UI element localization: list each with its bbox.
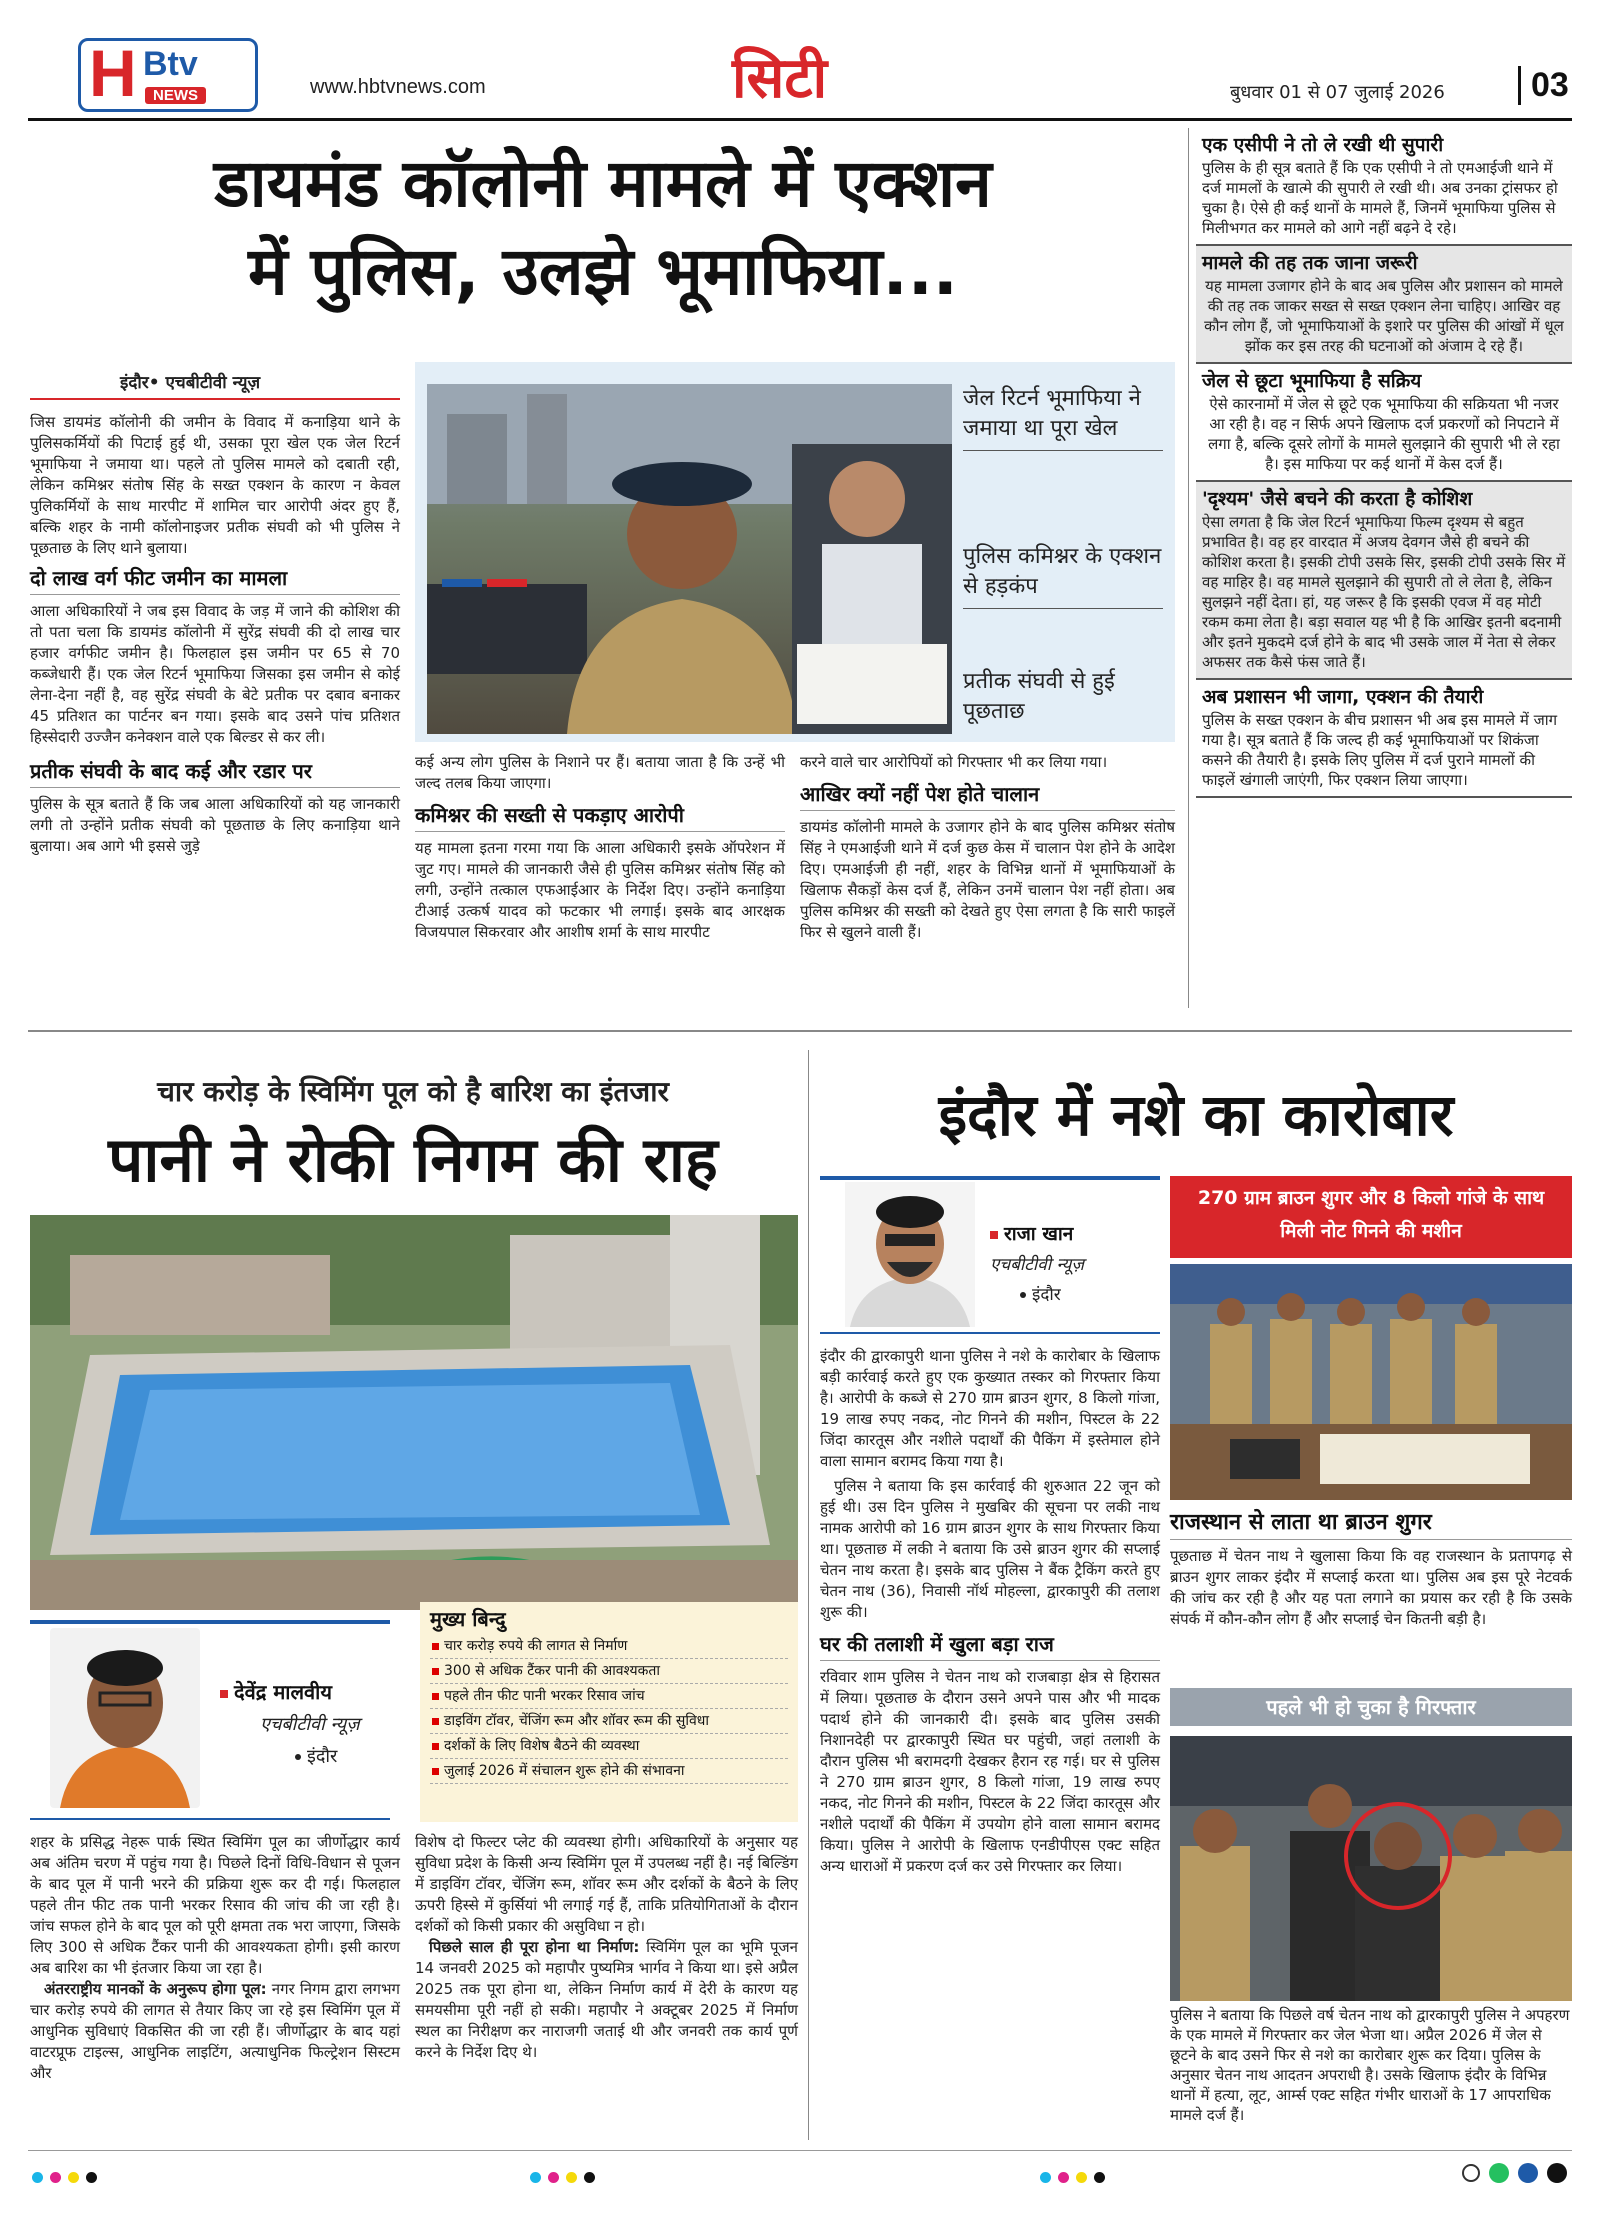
- dot-cyan: [1040, 2172, 1051, 2183]
- pool-byline: [30, 1628, 390, 1813]
- logo-h: H: [89, 36, 137, 110]
- pool-byline-city: [295, 1744, 337, 1768]
- drugs-subhead-1: घर की तलाशी में खुला बड़ा राज: [820, 1631, 1160, 1661]
- sidebar: [1196, 128, 1572, 798]
- pool-point: 300 से अधिक टैंकर पानी की आवश्यकता: [430, 1659, 788, 1684]
- sidebar-text-2: यह मामला उजागर होने के बाद अब पुलिस और प्रशासन को मामले की तह तक जाकर सख्त से सख्त एक्शन लेना चाहिए। आखिर वह कौन लोग हैं, जो भूमाफियाओं के इशारे पर पुलिस की आंखों में धूल झोंक कर इस तरह की घटनाओं को अंजाम दे रहे हैं।: [1204, 277, 1564, 355]
- dot-yellow: [566, 2172, 577, 2183]
- dot-yellow: [68, 2172, 79, 2183]
- sidebar-text-5: पुलिस के सख्त एक्शन के बीच प्रशासन भी अब इस मामले में जाग गया है। सूत्र बताते हैं कि जल्द ही कई भूमाफियाओं पर शिकंजा कसने की तैयारी है। इसके लिए पुलिस में दर्ज पुराने मामलों की फाइलें खंगाली जाएंगी, फिर एक्शन लिया जाएगा।: [1202, 711, 1558, 789]
- fold-rule: [28, 1030, 1572, 1032]
- lead-paragraph-5: यह मामला इतना गरमा गया कि आला अधिकारी इसके ऑपरेशन में जुट गए। मामले की जानकारी जैसे ही पुलिस कमिश्नर संतोष सिंह को लगी, उन्होंने तत्काल एफआईआर के निर्देश दिए। उन्होंने कनाड़िया टीआई उत्कर्ष यादव को फटकार भी लगाई। इसके बाद आरक्षक विजयपाल सिकरवार और आशीष शर्मा के साथ मारपीट: [415, 839, 785, 941]
- sidebar-text-3: ऐसे कारनामों में जेल से छूटे एक भूमाफिया की सक्रियता भी नजर आ रही है। वह न सिर्फ अपने खिलाफ दर्ज प्रकरणों को निपटाने में लगा है, बल्कि दूसरे लोगों के मामले सुलझाने की सुपारी भी ले रहा है। इस माफिया पर कई थानों में केस दर्ज हैं।: [1208, 395, 1560, 473]
- pool-byline-rule: [30, 1620, 390, 1624]
- pool-paragraph-2: [30, 1979, 400, 2084]
- pool-paragraph-4-text: स्विमिंग पूल का भूमि पूजन 14 जनवरी 2025 को महापौर पुष्यमित्र भार्गव ने किया था। इसे अप्रैल 2025 तक पूरा होना था, लेकिन निर्माण कार्य में देरी के कारण यह समयसीमा पूरी नहीं हो सकी। महापौर ने अक्टूबर 2025 में निर्माण स्थल का निरीक्षण कर नाराजगी जताई थी और जनवरी तक कार्य पूर्ण करने के निर्देश दिए थे।: [415, 1938, 798, 2061]
- pool-kicker: चार करोड़ के स्विमिंग पूल को है बारिश का इंतजार: [157, 1075, 669, 1108]
- pool-byline-name: [220, 1678, 332, 1705]
- social-icons: [1462, 2162, 1567, 2183]
- sidebar-block-4: [1196, 482, 1572, 680]
- facebook-icon[interactable]: [1518, 2163, 1538, 2183]
- sidebar-divider: [1188, 128, 1189, 1008]
- prior-arrest-title-bar: [1170, 1688, 1572, 1726]
- police-seizure-photo: [1170, 1264, 1572, 1500]
- swimming-pool-photo: [30, 1215, 798, 1610]
- pull-quote-1: जेल रिटर्न भूमाफिया ने जमाया था पूरा खेल: [963, 384, 1163, 451]
- reporter-photo-raja: [845, 1182, 975, 1327]
- lead-col-2: [415, 752, 785, 943]
- drugs-col-2: [1170, 1510, 1572, 1630]
- drugs-byline-city: [1020, 1282, 1061, 1305]
- pool-col-1: [30, 1832, 400, 2084]
- drugs-byline-org: एचबीटीवी न्यूज़: [990, 1255, 1085, 1275]
- sidebar-heading-5: अब प्रशासन भी जागा, एक्शन की तैयारी: [1202, 686, 1484, 708]
- lead-dateline: इंदौर• एचबीटीवी न्यूज़: [120, 373, 261, 393]
- masthead: [0, 0, 1600, 116]
- prior-arrest-text: पुलिस ने बताया कि पिछले वर्ष चेतन नाथ को द्वारकापुरी पुलिस ने अपहरण के एक मामले में गिरफ्तार कर जेल भेजा था। अप्रैल 2026 में जेल से छूटने के बाद उसने फिर से नशे का कारोबार शुरू कर दिया। पुलिस के अनुसार चेतन नाथ आदतन अपराधी है। उसके खिलाफ इंदौर के विभिन्न थानों में हत्या, लूट, आर्म्स एक्ट सहित गंभीर धाराओं के 17 आपराधिक मामले दर्ज हैं।: [1170, 2006, 1570, 2124]
- commissioner-photo-graphic: [427, 384, 952, 734]
- color-registration-dots-mid-2: [1040, 2168, 1112, 2187]
- pool-byline-org: एचबीटीवी न्यूज़: [260, 1714, 360, 1735]
- pool-lead-2: अंतरराष्ट्रीय मानकों के अनुरूप होगा पूल:: [44, 1980, 267, 1998]
- lead-col-3: [800, 752, 1175, 943]
- color-registration-dots-mid-1: [530, 2168, 602, 2187]
- pool-headline: पानी ने रोकी निगम की राह: [108, 1123, 718, 1196]
- sidebar-text-1: पुलिस के ही सूत्र बताते हैं कि एक एसीपी ने तो एमआईजी थाने में दर्ज मामलों के खात्मे की सुपारी ले रखी थी। अब उनका ट्रांसफर हो चुका है। ऐसे ही कई थानों के मामले हैं, जिनमें भूमाफिया पुलिस से मिलीभगत कर मामले को आगे नहीं बढ़ने दे रहे।: [1202, 159, 1558, 237]
- police-seizure-graphic: [1170, 1264, 1572, 1500]
- drugs-byline-bottom-rule: [820, 1332, 1160, 1334]
- seizure-caption-box: [1170, 1176, 1572, 1258]
- logo-btv: Btv: [143, 45, 198, 83]
- dot-cyan: [32, 2172, 43, 2183]
- dot-magenta: [1058, 2172, 1069, 2183]
- pool-byline-city-text: इंदौर: [307, 1746, 338, 1767]
- sidebar-block-2: [1196, 246, 1572, 364]
- logo: [78, 38, 258, 112]
- x-icon[interactable]: [1547, 2163, 1567, 2183]
- dot-black: [584, 2172, 595, 2183]
- issue-date: बुधवार 01 से 07 जुलाई 2026: [1230, 82, 1445, 103]
- pool-point: पहले तीन फीट पानी भरकर रिसाव जांच: [430, 1684, 788, 1709]
- sidebar-heading-3: जेल से छूटा भूमाफिया है सक्रिय: [1202, 370, 1422, 392]
- footer-rule: [28, 2150, 1572, 2151]
- dot-cyan: [530, 2172, 541, 2183]
- lead-paragraph-3: पुलिस के सूत्र बताते हैं कि जब आला अधिकारियों को यह जानकारी लगी तो उन्होंने प्रतीक संघवी को पूछताछ के लिए कनाड़िया थाने बुलाया। अब आगे भी इससे जुड़े: [30, 795, 400, 855]
- sidebar-block-3: [1196, 364, 1572, 482]
- pool-point: चार करोड़ रुपये की लागत से निर्माण: [430, 1634, 788, 1659]
- reporter-photo-raja-graphic: [845, 1182, 975, 1327]
- sidebar-text-4: ऐसा लगता है कि जेल रिटर्न भूमाफिया फिल्म दृश्यम से बहुत प्रभावित है। वह हर वारदात में अजय देवगन जैसे ही बचने की कोशिश करता है। इसकी टोपी उसके सिर, इसकी टोपी उसके सिर में वह माहिर है। वह मामले सुलझाने की सुपारी तो ले लेता है, लेकिन सुलझने नहीं देता। हां, यह जरूर है कि इसकी एवज में वह मोटी रकम कमा लेता है। बड़ा सवाल यह भी है कि आखिर इतनी बदनामी और इतने मुकदमे दर्ज होने के बाद भी उसके जाल में नेता से लेकर अफसर तक कैसे फंस जाते हैं।: [1202, 513, 1566, 671]
- pool-point: दर्शकों के लिए विशेष बैठने की व्यवस्था: [430, 1734, 788, 1759]
- reporter-photo-devendra: [50, 1628, 200, 1808]
- color-registration-dots-left: [32, 2168, 104, 2187]
- drugs-col-1: [820, 1346, 1160, 1877]
- pool-paragraph-4: [415, 1937, 798, 2063]
- drugs-paragraph-1: इंदौर की द्वारकापुरी थाना पुलिस ने नशे के कारोबार के खिलाफ बड़ी कार्रवाई करते हुए एक कुख्यात तस्कर को गिरफ्तार किया है। आरोपी के कब्जे से 270 ग्राम ब्राउन शुगर, 8 किलो गांजा, 19 लाख रुपए नकद, नोट गिनने की मशीन, पिस्टल के 22 जिंदा कारतूस और नशीले पदार्थों की पैकिंग में इस्तेमाल होने वाला सामान बरामद किया गया है।: [820, 1347, 1160, 1470]
- pool-point: जुलाई 2026 में संचालन शुरू होने की संभावना: [430, 1759, 788, 1784]
- dot-magenta: [50, 2172, 61, 2183]
- pool-points-title: मुख्य बिन्दु: [430, 1607, 506, 1631]
- accused-photo-graphic: [1170, 1736, 1572, 2001]
- pull-quote-3: प्रतीक संघवी से हुई पूछताछ: [963, 669, 1115, 724]
- seizure-caption: 270 ग्राम ब्राउन शुगर और 8 किलो गांजे के साथ मिली नोट गिनने की मशीन: [1197, 1187, 1545, 1242]
- swimming-pool-graphic: [30, 1215, 798, 1610]
- lead-subhead-1: दो लाख वर्ग फीट जमीन का मामला: [30, 565, 400, 595]
- whatsapp-icon[interactable]: [1489, 2163, 1509, 2183]
- commissioner-photo: [427, 384, 952, 734]
- pool-paragraph-3: विशेष दो फिल्टर प्लेट की व्यवस्था होगी। अधिकारियों के अनुसार यह सुविधा प्रदेश के किसी अन्य स्विमिंग पूल में उपलब्ध नहीं है। नई बिल्डिंग में डाइविंग टॉवर, चेंजिंग रूम, शॉवर रूम और दर्शकों के बैठने के लिए ऊपरी हिस्से में कुर्सियां भी लगाई गई हैं, ताकि प्रतियोगिताओं के दौरान दर्शकों को किसी प्रकार की असुविधा न हो।: [415, 1833, 798, 1935]
- byline-marker: [220, 1690, 228, 1698]
- accused-photo: [1170, 1736, 1572, 2001]
- dot-magenta: [548, 2172, 559, 2183]
- pool-key-points: [420, 1602, 798, 1822]
- lead-col-1: [30, 412, 400, 857]
- lead-headline-line-2: में पुलिस, उलझे भूमाफिया...: [248, 233, 958, 310]
- pool-paragraph-2-text: नगर निगम द्वारा लगभग चार करोड़ रुपये की लागत से तैयार किए जा रहे इस स्विमिंग पूल में आधुनिक सुविधाएं विकसित की जा रही हैं। जीर्णोद्धार के बाद यहां वाटरप्रूफ टाइल्स, आधुनिक लाइटिंग, अत्याधुनिक फिल्ट्रेशन सिस्टम और: [30, 1980, 400, 2082]
- masthead-rule: [28, 118, 1572, 121]
- lead-headline: [28, 140, 1178, 316]
- lead-subhead-3: कमिश्नर की सख्ती से पकड़ाए आरोपी: [415, 802, 785, 832]
- prior-arrest-title: पहले भी हो चुका है गिरफ्तार: [1266, 1695, 1476, 1719]
- lead-paragraph-1: जिस डायमंड कॉलोनी की जमीन के विवाद में कनाड़िया थाने के पुलिसकर्मियों की पिटाई हुई थी, उसका पूरा खेल एक जेल रिटर्न भूमाफिया ने जमाया था। पहले तो पुलिस मामले को दबाती रही, लेकिन कमिश्नर संतोष सिंह के सख्त एक्शन के कारण न केवल पुलिकर्मियों के साथ मारपीट में शामिल चार आरोपी अंदर हुए हैं, बल्कि शहर के नामी कॉलोनाइजर प्रतीक संघवी को भी पुलिस ने पूछताछ के लिए थाने बुलाया।: [30, 413, 400, 557]
- pool-lead-4: पिछले साल ही पूरा होना था निर्माण:: [429, 1938, 640, 1956]
- sidebar-heading-4: 'दृश्यम' जैसे बचने की करता है कोशिश: [1202, 488, 1473, 510]
- masthead-url: www.hbtvnews.com: [310, 76, 486, 98]
- sidebar-heading-1: एक एसीपी ने तो ले रखी थी सुपारी: [1202, 134, 1444, 156]
- drugs-headline: इंदौर में नशे का कारोबार: [938, 1081, 1454, 1149]
- pool-byline-name-text: देवेंद्र मालवीय: [234, 1680, 332, 1704]
- prior-arrest-text-box: [1170, 2005, 1572, 2125]
- dot-black: [86, 2172, 97, 2183]
- pull-quote-2: पुलिस कमिश्नर के एक्शन से हड़कंप: [963, 542, 1163, 609]
- dot-yellow: [1076, 2172, 1087, 2183]
- dot-black: [1094, 2172, 1105, 2183]
- drugs-byline-rule: [820, 1176, 1160, 1180]
- pool-points-list: [430, 1634, 788, 1784]
- lead-subhead-2: प्रतीक संघवी के बाद कई और रडार पर: [30, 758, 400, 788]
- story-divider: [808, 1050, 809, 2140]
- byline-city-marker: [295, 1754, 301, 1760]
- section-title: सिटी: [732, 46, 828, 111]
- drugs-byline-name: [990, 1220, 1073, 1246]
- drugs-paragraph-3: रविवार शाम पुलिस ने चेतन नाथ को राजबाड़ा क्षेत्र से हिरासत में लिया। पूछताछ के दौरान उसने अपने पास और भी मादक पदार्थ होने की जानकारी दी। इसके बाद पुलिस उसकी निशानदेही पर द्वारकापुरी स्थित घर पहुंची, जहां तलाशी के दौरान पुलिस भी बरामदगी देखकर हैरान रह गई। घर से पुलिस ने 270 ग्राम ब्राउन शुगर, 8 किलो गांजा, 19 लाख रुपए नकद, नोट गिनने की मशीन, पिस्टल के 22 जिंदा कारतूस और नशीले पदार्थों की पैकिंग में उपयोग होने वाला सामान बरामद किया। पुलिस ने आरोपी के खिलाफ एनडीपीएस एक्ट सहित अन्य धाराओं में प्रकरण दर्ज कर उसे गिरफ्तार कर लिया।: [820, 1668, 1160, 1875]
- pool-paragraph-1: शहर के प्रसिद्ध नेहरू पार्क स्थित स्विमिंग पूल का जीर्णोद्धार कार्य अब अंतिम चरण में पहुंच गया है। पिछले दिनों विधि-विधान से पूजन के बाद पूल में पानी भरने की प्रक्रिया शुरू कर दी गई। फिलहाल पहले तीन फीट तक पानी भरकर रिसाव की जांच की जा रही है। जांच सफल होने के बाद पूल को पूरी क्षमता तक भरा जाएगा, जिसके लिए 300 से अधिक टैंकर पानी की आवश्यकता होगी। इसी कारण अब बारिश का भी इंतजार किया जा रहा है।: [30, 1833, 400, 1977]
- search-icon[interactable]: [1462, 2164, 1480, 2182]
- pool-col-2: [415, 1832, 798, 2063]
- byline-city-marker: [1020, 1292, 1026, 1298]
- drugs-paragraph-4: पूछताछ में चेतन नाथ ने खुलासा किया कि वह राजस्थान के प्रतापगढ़ से ब्राउन शुगर लाकर इंदौर में सप्लाई करता था। पुलिस अब इस पूरे नेटवर्क की जांच कर रही है और यह पता लगाने का प्रयास कर रही है कि उसके संपर्क में कौन-कौन लोग हैं और सप्लाई चेन कितनी बड़ी है।: [1170, 1547, 1572, 1628]
- sidebar-heading-2: मामले की तह तक जाना जरूरी: [1202, 252, 1418, 274]
- lead-subhead-4: आखिर क्यों नहीं पेश होते चालान: [800, 781, 1175, 811]
- drugs-byline: [820, 1182, 1160, 1330]
- pool-byline-bottom-rule: [30, 1818, 390, 1820]
- drugs-paragraph-2: पुलिस ने बताया कि इस कार्रवाई की शुरुआत 22 जून को हुई थी। उस दिन पुलिस ने मुखबिर की सूचना पर लकी नाथ नामक आरोपी को 16 ग्राम ब्राउन शुगर के साथ गिरफ्तार किया था। पूछताछ में लकी ने बताया कि उसे ब्राउन शुगर की सप्लाई चेतन नाथ करता है। इसके बाद पुलिस ने बैंक ट्रैकिंग करते हुए चेतन नाथ (36), निवासी नॉर्थ मोहल्ला, द्वारकापुरी की तलाश शुरू की।: [820, 1477, 1160, 1621]
- drugs-subhead-2: राजस्थान से लाता था ब्राउन शुगर: [1170, 1510, 1572, 1540]
- drugs-byline-city-text: इंदौर: [1032, 1285, 1061, 1305]
- logo-news: NEWS: [145, 87, 206, 104]
- lead-paragraph-6: करने वाले चार आरोपियों को गिरफ्तार भी कर लिया गया।: [800, 753, 1108, 771]
- sidebar-block-1: [1196, 128, 1572, 246]
- lead-headline-line-1: डायमंड कॉलोनी मामले में एक्शन: [214, 145, 992, 222]
- lead-paragraph-7: डायमंड कॉलोनी मामले के उजागर होने के बाद पुलिस कमिश्नर संतोष सिंह ने एमआईजी थाने में दर्ज कुछ केस में चालान पेश होने के आदेश दिए। एमआईजी ही नहीं, शहर के विभिन्न थानों में भूमाफियाओं के खिलाफ सैकड़ों केस दर्ज हैं, लेकिन उनमें चालान पेश नहीं होता। अब पुलिस कमिश्नर की सख्ती को देखते हुए ऐसा लगता है कि सारी फाइलें फिर से खुलने वाली हैं।: [800, 818, 1175, 941]
- lead-paragraph-4: कई अन्य लोग पुलिस के निशाने पर हैं। बताया जाता है कि उन्हें भी जल्द तलब किया जाएगा।: [415, 753, 785, 792]
- lead-paragraph-2: आला अधिकारियों ने जब इस विवाद के जड़ में जाने की कोशिश की तो पता चला कि डायमंड कॉलोनी में सुरेंद्र संघवी की दो लाख चार हजार वर्गफीट जमीन है। फिलहाल इस जमीन पर 65 से 70 कब्जेधारी हैं। एक जेल रिटर्न भूमाफिया जिसका इस जमीन से कोई लेना-देना नहीं है, वह सुरेंद्र संघवी के बेटे प्रतीक पर दबाव बनाकर 45 प्रतिशत का पार्टनर बन गया। इसके बाद उसने पांच प्रतिशत हिस्सेदारी उज्जैन कनेक्शन वाले एक बिल्डर से कर ली।: [30, 602, 400, 746]
- byline-marker: [990, 1231, 998, 1239]
- reporter-photo-devendra-graphic: [50, 1628, 200, 1808]
- drugs-byline-name-text: राजा खान: [1004, 1223, 1074, 1245]
- page-number: 03: [1518, 66, 1569, 105]
- pool-point: डाइविंग टॉवर, चेंजिंग रूम और शॉवर रूम की सुविधा: [430, 1709, 788, 1734]
- lead-photo-panel: [415, 362, 1175, 742]
- dateline-rule: [30, 398, 400, 400]
- sidebar-block-5: [1196, 680, 1572, 798]
